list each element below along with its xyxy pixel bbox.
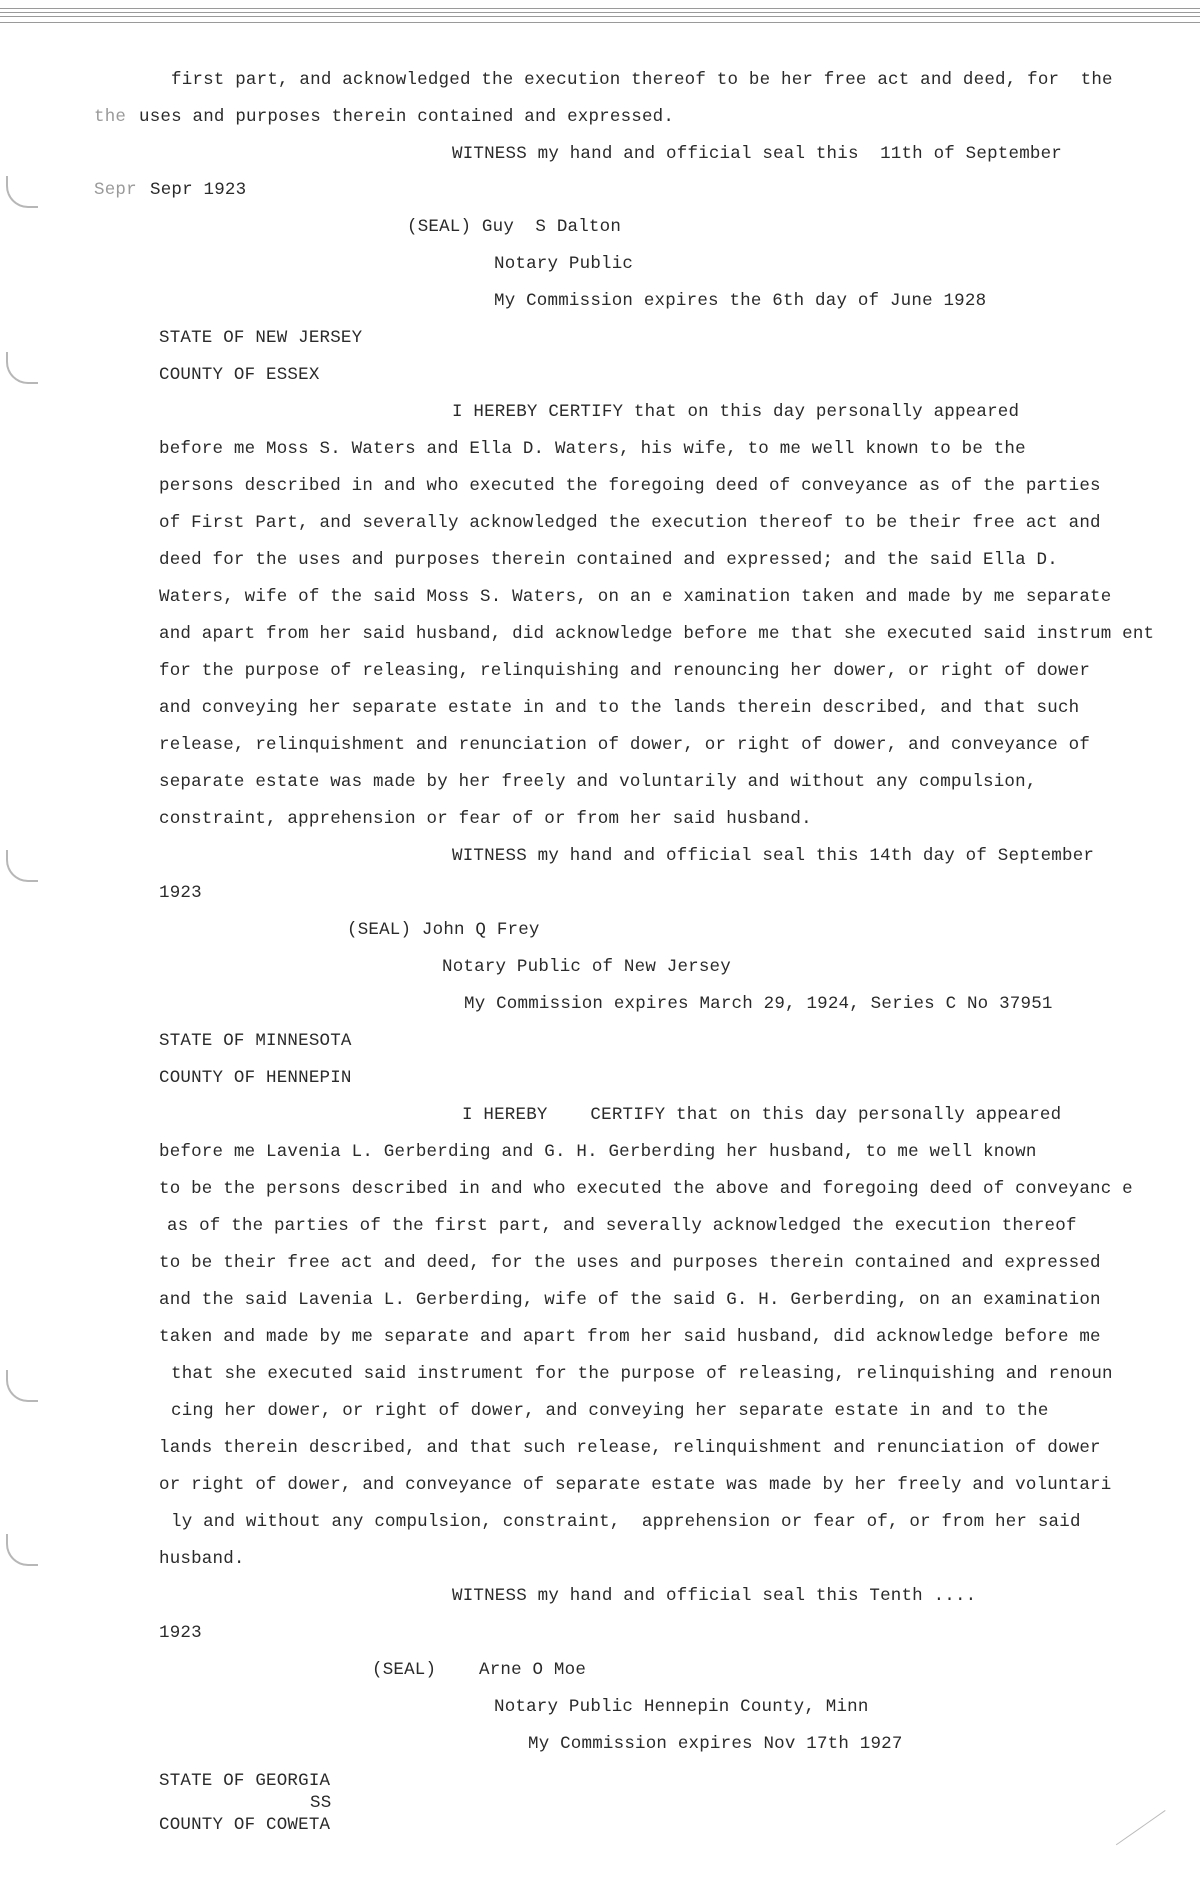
witness-line: WITNESS my hand and official seal this 11th of September — [452, 144, 1062, 164]
doc-line: Waters, wife of the said Moss S. Waters, on an e xamination taken and made by me separate — [159, 587, 1112, 607]
notary-title: Notary Public of New Jersey — [442, 957, 731, 977]
county-heading: COUNTY OF COWETA — [159, 1815, 331, 1835]
date-line: Sepr 1923 — [150, 180, 247, 200]
doc-line: taken and made by me separate and apart from her said husband, did acknowledge before me — [159, 1327, 1101, 1347]
binder-hole-icon — [6, 1370, 38, 1402]
doc-line: cing her dower, or right of dower, and conveying her separate estate in and to the — [171, 1401, 1049, 1421]
witness-line: WITNESS my hand and official seal this 14th day of September — [452, 846, 1095, 866]
doc-line: deed for the uses and purposes therein contained and expressed; and the said Ella D. — [159, 550, 1058, 570]
seal-signature: (SEAL) Arne O Moe — [372, 1660, 587, 1680]
date-line: 1923 — [159, 883, 202, 903]
doc-line: lands therein described, and that such release, relinquishment and renunciation of dower — [159, 1438, 1101, 1458]
binder-hole-icon — [6, 176, 38, 208]
seal-signature: (SEAL) Guy S Dalton — [407, 217, 622, 237]
doc-line: and the said Lavenia L. Gerberding, wife of the said G. H. Gerberding, on an examination — [159, 1290, 1101, 1310]
top-rule — [0, 16, 1200, 17]
doc-line: to be their free act and deed, for the uses and purposes therein contained and expressed — [159, 1253, 1101, 1273]
doc-line: that she executed said instrument for the purpose of releasing, relinquishing and renoun — [171, 1364, 1113, 1384]
doc-line: for the purpose of releasing, relinquishing and renouncing her dower, or right of dower — [159, 661, 1091, 681]
doc-line: of First Part, and severally acknowledged the execution thereof to be their free act and — [159, 513, 1101, 533]
margin-fragment: Sepr — [94, 180, 137, 200]
doc-line: husband. — [159, 1549, 245, 1569]
binder-hole-icon — [6, 1534, 38, 1566]
doc-line: first part, and acknowledged the execution thereof to be her free act and deed, for the — [171, 70, 1113, 90]
doc-line: and conveying her separate estate in and to the lands therein described, and that such — [159, 698, 1080, 718]
seal-signature: (SEAL) John Q Frey — [347, 920, 540, 940]
top-rule — [0, 8, 1200, 9]
doc-line: ly and without any compulsion, constraint, apprehension or fear of, or from her said — [171, 1512, 1081, 1532]
date-line: 1923 — [159, 1623, 202, 1643]
commission-line: My Commission expires March 29, 1924, Series C No 37951 — [464, 994, 1053, 1014]
county-heading: COUNTY OF ESSEX — [159, 365, 320, 385]
doc-line: before me Moss S. Waters and Ella D. Waters, his wife, to me well known to be the — [159, 439, 1026, 459]
doc-line: persons described in and who executed the foregoing deed of conveyance as of the parties — [159, 476, 1101, 496]
doc-line: and apart from her said husband, did acknowledge before me that she executed said instrum ent — [159, 624, 1155, 644]
doc-line: or right of dower, and conveyance of separate estate was made by her freely and voluntari — [159, 1475, 1112, 1495]
doc-line: as of the parties of the first part, and severally acknowledged the execution thereof — [167, 1216, 1077, 1236]
doc-line: I HEREBY CERTIFY that on this day personally appeared — [452, 402, 1020, 422]
binder-hole-icon — [6, 850, 38, 882]
doc-line: constraint, apprehension or fear of or from her said husband. — [159, 809, 812, 829]
ss-mark: SS — [310, 1793, 332, 1813]
doc-line: release, relinquishment and renunciation of dower, or right of dower, and conveyance of — [159, 735, 1091, 755]
notary-title: Notary Public — [494, 254, 634, 274]
margin-fragment: the — [94, 107, 127, 127]
witness-line: WITNESS my hand and official seal this Tenth .... — [452, 1586, 977, 1606]
state-heading: STATE OF NEW JERSEY — [159, 328, 363, 348]
doc-line: separate estate was made by her freely and voluntarily and without any compulsion, — [159, 772, 1037, 792]
page-corner-fold — [1116, 1810, 1200, 1894]
state-heading: STATE OF MINNESOTA — [159, 1031, 352, 1051]
commission-line: My Commission expires the 6th day of June 1928 — [494, 291, 987, 311]
state-heading: STATE OF GEORGIA — [159, 1771, 331, 1791]
doc-line: uses and purposes therein contained and expressed. — [139, 107, 675, 127]
county-heading: COUNTY OF HENNEPIN — [159, 1068, 352, 1088]
top-rule — [0, 12, 1200, 13]
commission-line: My Commission expires Nov 17th 1927 — [528, 1734, 903, 1754]
doc-line: to be the persons described in and who executed the above and foregoing deed of conveyanc e — [159, 1179, 1133, 1199]
notary-title: Notary Public Hennepin County, Minn — [494, 1697, 869, 1717]
doc-line: I HEREBY CERTIFY that on this day personally appeared — [462, 1105, 1062, 1125]
doc-line: before me Lavenia L. Gerberding and G. H. Gerberding her husband, to me well known — [159, 1142, 1037, 1162]
top-rule — [0, 22, 1200, 23]
binder-hole-icon — [6, 352, 38, 384]
